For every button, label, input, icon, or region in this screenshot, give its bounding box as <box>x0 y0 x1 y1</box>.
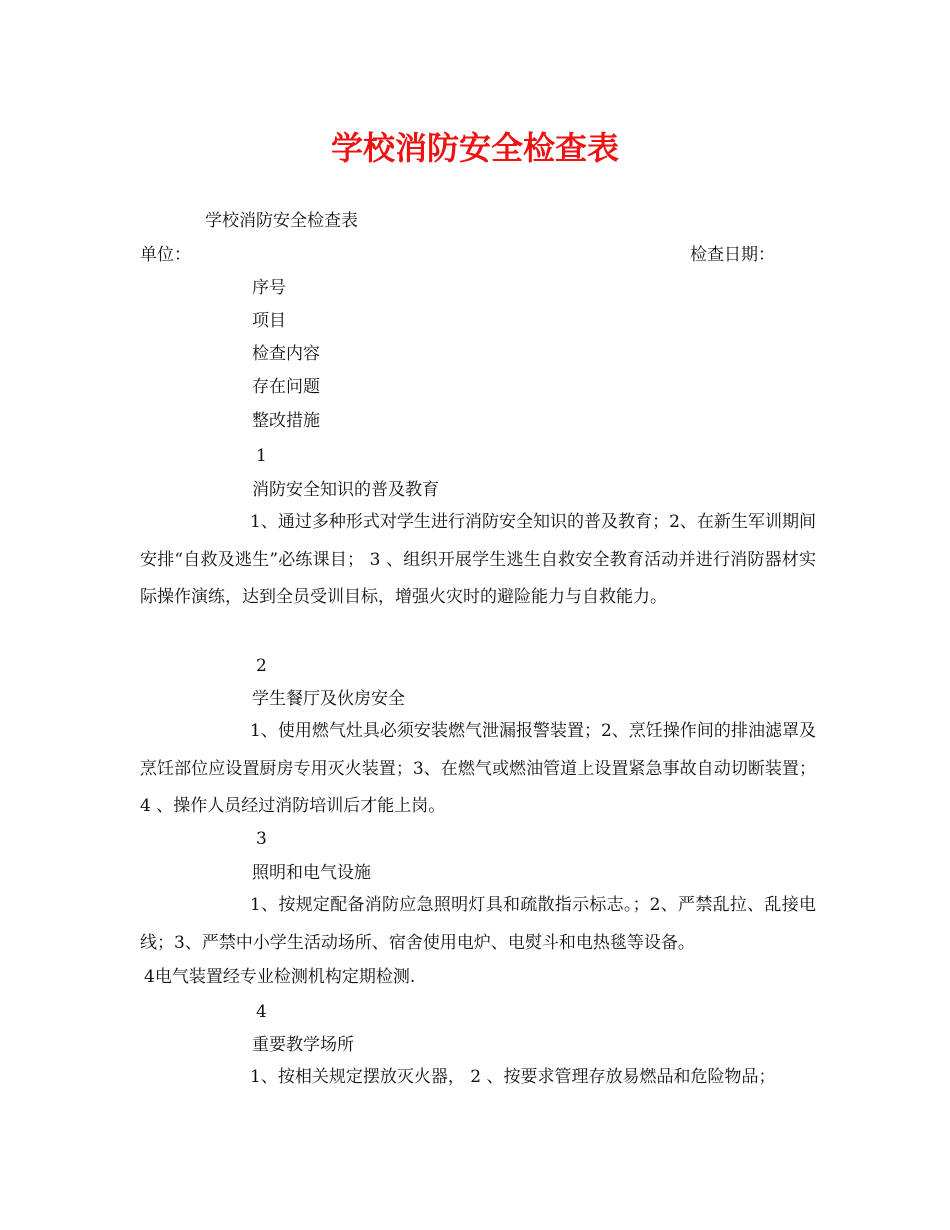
item-number: 4 <box>256 1002 267 1022</box>
item-number: 3 <box>256 829 267 849</box>
item-name: 重要教学场所 <box>252 1035 354 1055</box>
item-content-continued: 4电气装置经专业检测机构定期检测. <box>144 967 416 987</box>
header-problems: 存在问题 <box>252 377 320 397</box>
header-item: 项目 <box>252 311 286 331</box>
subtitle: 学校消防安全检查表 <box>205 211 358 231</box>
item-content: 1、使用燃气灶具必须安装燃气泄漏报警装置；2、烹饪操作间的排油滤罩及烹饪部位应设置厨房专用灭火装置；3、在燃气或燃油管道上设置紧急事故自动切断装置； 4 、操作人员经过消防培训后才能上岗。 <box>140 721 816 816</box>
item-number: 1 <box>256 446 267 466</box>
item-number: 2 <box>256 656 267 676</box>
header-serial: 序号 <box>252 278 286 298</box>
item-content: 1、通过多种形式对学生进行消防安全知识的普及教育；2、在新生军训期间安排“自救及逃生”必练课目； 3 、组织开展学生逃生自救安全教育活动并进行消防器材实际操作演练，达到全员受训目标，增强火灾时的避险能力与自救能力。 <box>140 512 816 607</box>
item-content: 1、按规定配备消防应急照明灯具和疏散指示标志。；2、严禁乱拉、乱接电线；3、严禁中小学生活动场所、宿舍使用电炉、电熨斗和电热毯等设备。 <box>140 895 816 953</box>
unit-label: 单位： <box>140 245 191 265</box>
item-name: 消防安全知识的普及教育 <box>252 480 439 500</box>
item-name: 照明和电气设施 <box>252 863 371 883</box>
item-name: 学生餐厅及伙房安全 <box>252 689 405 709</box>
date-label: 检查日期： <box>690 245 775 265</box>
header-content: 检查内容 <box>252 344 320 364</box>
header-measures: 整改措施 <box>252 411 320 431</box>
document-title: 学校消防安全检查表 <box>330 129 619 167</box>
item-content: 1、按相关规定摆放灭火器， 2 、按要求管理存放易燃品和危险物品； <box>250 1067 776 1087</box>
